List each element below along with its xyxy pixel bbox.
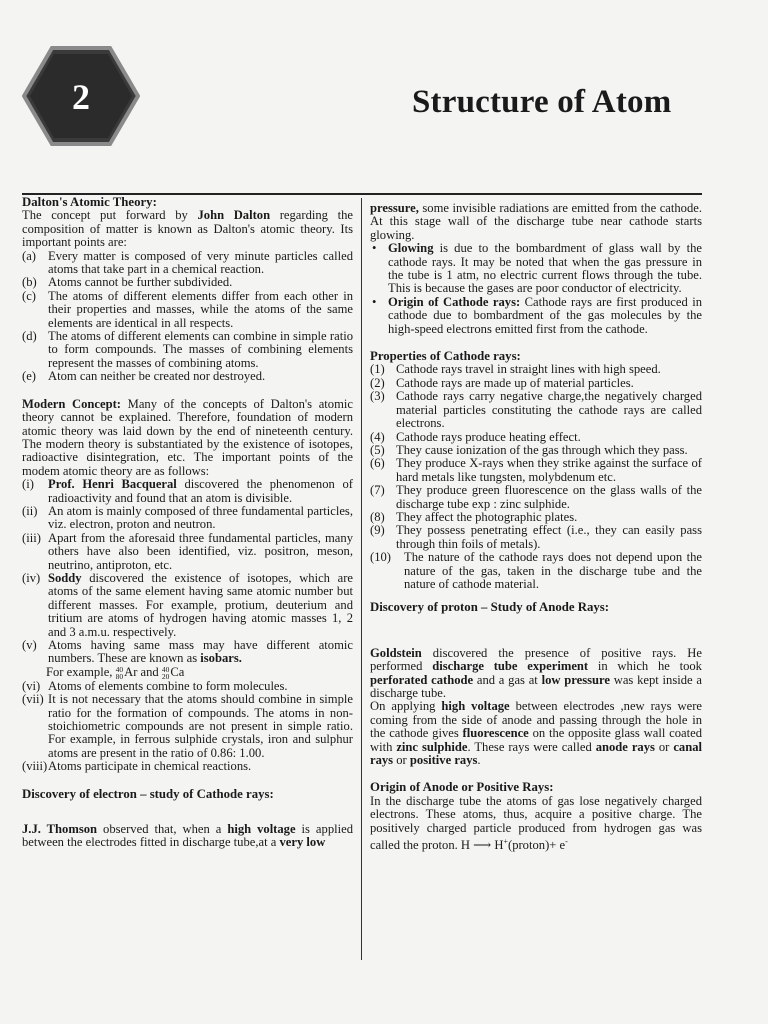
origin-cathode-bullet: • Origin of Cathode rays: Cathode rays are first produced in cathode due to bombardment of the gas molecules by the high-speed electrons emitted first from the cathode. — [372, 294, 702, 336]
goldstein-paragraph: Goldstein discovered the presence of positive rays. He performed discharge tube experiment in which he took perforated cathode and a gas at low pressure was kept inside a discharge tube. — [370, 645, 702, 700]
dalton-intro: The concept put forward by John Dalton regarding the composition of matter is known as Dalton's atomic theory. Its important points are: — [22, 208, 354, 250]
property-9: (9) They possess penetrating effect (i.e., they can easily pass through thin foils of metals). — [370, 523, 702, 551]
property-3: (3) Cathode rays carry negative charge,the negatively charged material particles constituting the cathode rays are called electrons. — [370, 389, 702, 431]
chapter-number: 2 — [72, 77, 90, 117]
dalton-point-a: (a) Every matter is composed of very minute particles called atoms that take part in a chemical reaction. — [22, 248, 353, 277]
column-divider — [361, 198, 362, 960]
modern-point-iii: (iii) Apart from the aforesaid three fundamental particles, many others have also been identified, viz. positron, meson, neutrino, antiproton, etc. — [22, 530, 353, 572]
origin-anode-heading: Origin of Anode or Positive Rays: — [370, 780, 554, 795]
dalton-point-d: (d) The atoms of different elements can combine in simple ratio to form compounds. The masses of combining elements represent the masses of combining atoms. — [22, 329, 353, 370]
modern-point-ii: (ii) An atom is mainly composed of three fundamental particles, viz. electron, proton and neutron. — [22, 503, 353, 532]
property-5: (5) They cause ionization of the gas through which they pass. — [370, 442, 688, 457]
anode-rays-paragraph: On applying high voltage between electrodes ,new rays were coming from the side of anode and passing through the hole in the cathode gives fluorescence on the opposite glass wall coated with zinc sulphide. These rays were called anode rays or canal rays or positive rays. — [370, 699, 702, 768]
chapter-number-badge — [22, 46, 140, 146]
modern-point-vii: (vii) It is not necessary that the atoms should combine in simple ratio for the formation of compounds. The atoms in non-stoichiometric compounds are not present in simple ratio. For example, in ferrous sulphide crystals, iron and sulphur atoms are present in the ratio of 0.86: 1.00. — [22, 692, 353, 760]
property-6: (6) They produce X-rays when they strike against the surface of hard metals like tungsten, molybdenum etc. — [370, 456, 702, 484]
thomson-paragraph: J.J. Thomson observed that, when a high voltage is applied between the electrodes fitted in discharge tube,at a very low — [22, 822, 354, 850]
glowing-bullet: • Glowing is due to the bombardment of glass wall by the cathode rays. It may be noted that when the gas pressure in the tube is 1 atm, no electric current flows through the tube. This is because the gases are poor conductor of electricity. — [372, 241, 702, 296]
origin-anode-paragraph: In the discharge tube the atoms of gas lose negatively charged electrons. These atoms, thus, acquire a positive charge. The positively charged particle produced from hydrogen gas was called the proton. H ⟶ H+(proton)+ e- — [370, 793, 702, 853]
property-1: (1) Cathode rays travel in straight lines with high speed. — [370, 362, 661, 377]
modern-point-viii: (viii) Atoms participate in chemical reactions. — [22, 759, 252, 774]
left-column — [22, 196, 353, 850]
modern-point-vi: (vi) Atoms of elements combine to form molecules. — [22, 678, 288, 693]
property-2: (2) Cathode rays are made up of material particles. — [370, 375, 634, 390]
properties-heading: Properties of Cathode rays: — [370, 349, 521, 364]
electron-heading: Discovery of electron – study of Cathode rays: — [22, 786, 274, 801]
right-column — [370, 196, 702, 853]
dalton-heading: Dalton's Atomic Theory: — [22, 195, 157, 209]
modern-point-iv: (iv) Soddy discovered the existence of isotopes, which are atoms of the same element having same atomic number but different masses. For example, protium, deuterium and tritium are atoms of hydrogen having atomic masses 1, 2 and 3 a.m.u. respectively. — [22, 570, 353, 639]
property-4: (4) Cathode rays produce heating effect. — [370, 429, 581, 444]
modern-point-v: (v) Atoms having same mass may have different atomic numbers. These are known as isobars. — [22, 638, 353, 666]
calcium-isotope-notation: 40 20 — [161, 664, 170, 681]
dalton-point-c: (c) The atoms of different elements differ from each other in their properties and masses, while the atoms of the same elements are identical in all respects. — [22, 288, 353, 330]
isobar-example: For example, 40 80Ar and 40 20Ca — [46, 664, 185, 681]
dalton-point-b: (b) Atoms cannot be further subdivided. — [22, 275, 233, 290]
modern-concept: Modern Concept: Many of the concepts of Dalton's atomic theory cannot be explained. Therefore, foundation of modern atomic theory was laid down by the end of nineteenth century. The modern theory is substantiated by the existence of isotopes, radioactive disintegration, etc. The important points of the modem atomic theory are as follows: — [22, 396, 353, 478]
property-8: (8) They affect the photographic plates. — [370, 509, 578, 524]
reaction-arrow: ⟶ — [473, 838, 492, 853]
continuation-paragraph: pressure, some invisible radiations are emitted from the cathode. At this stage wall of the discharge tube near cathode starts glowing. — [370, 201, 702, 242]
proton-heading: Discovery of proton – Study of Anode Rays: — [370, 600, 610, 615]
hexagon-icon — [22, 46, 140, 146]
argon-isotope-notation: 40 80 — [115, 664, 124, 681]
dalton-point-e: (e) Atom can neither be created nor destroyed. — [22, 369, 266, 384]
modern-point-i: (i) Prof. Henri Bacqueral discovered the phenomenon of radioactivity and found that an atom is divisible. — [22, 477, 353, 505]
property-10: (10) The nature of the cathode rays does not depend upon the nature of the gas, taken in the discharge tube and the nature of cathode material. — [370, 550, 702, 591]
chapter-title: Structure of Atom — [412, 84, 672, 120]
property-7: (7) They produce green fluorescence on the glass walls of the discharge tube exp : zinc sulphide. — [370, 483, 702, 511]
